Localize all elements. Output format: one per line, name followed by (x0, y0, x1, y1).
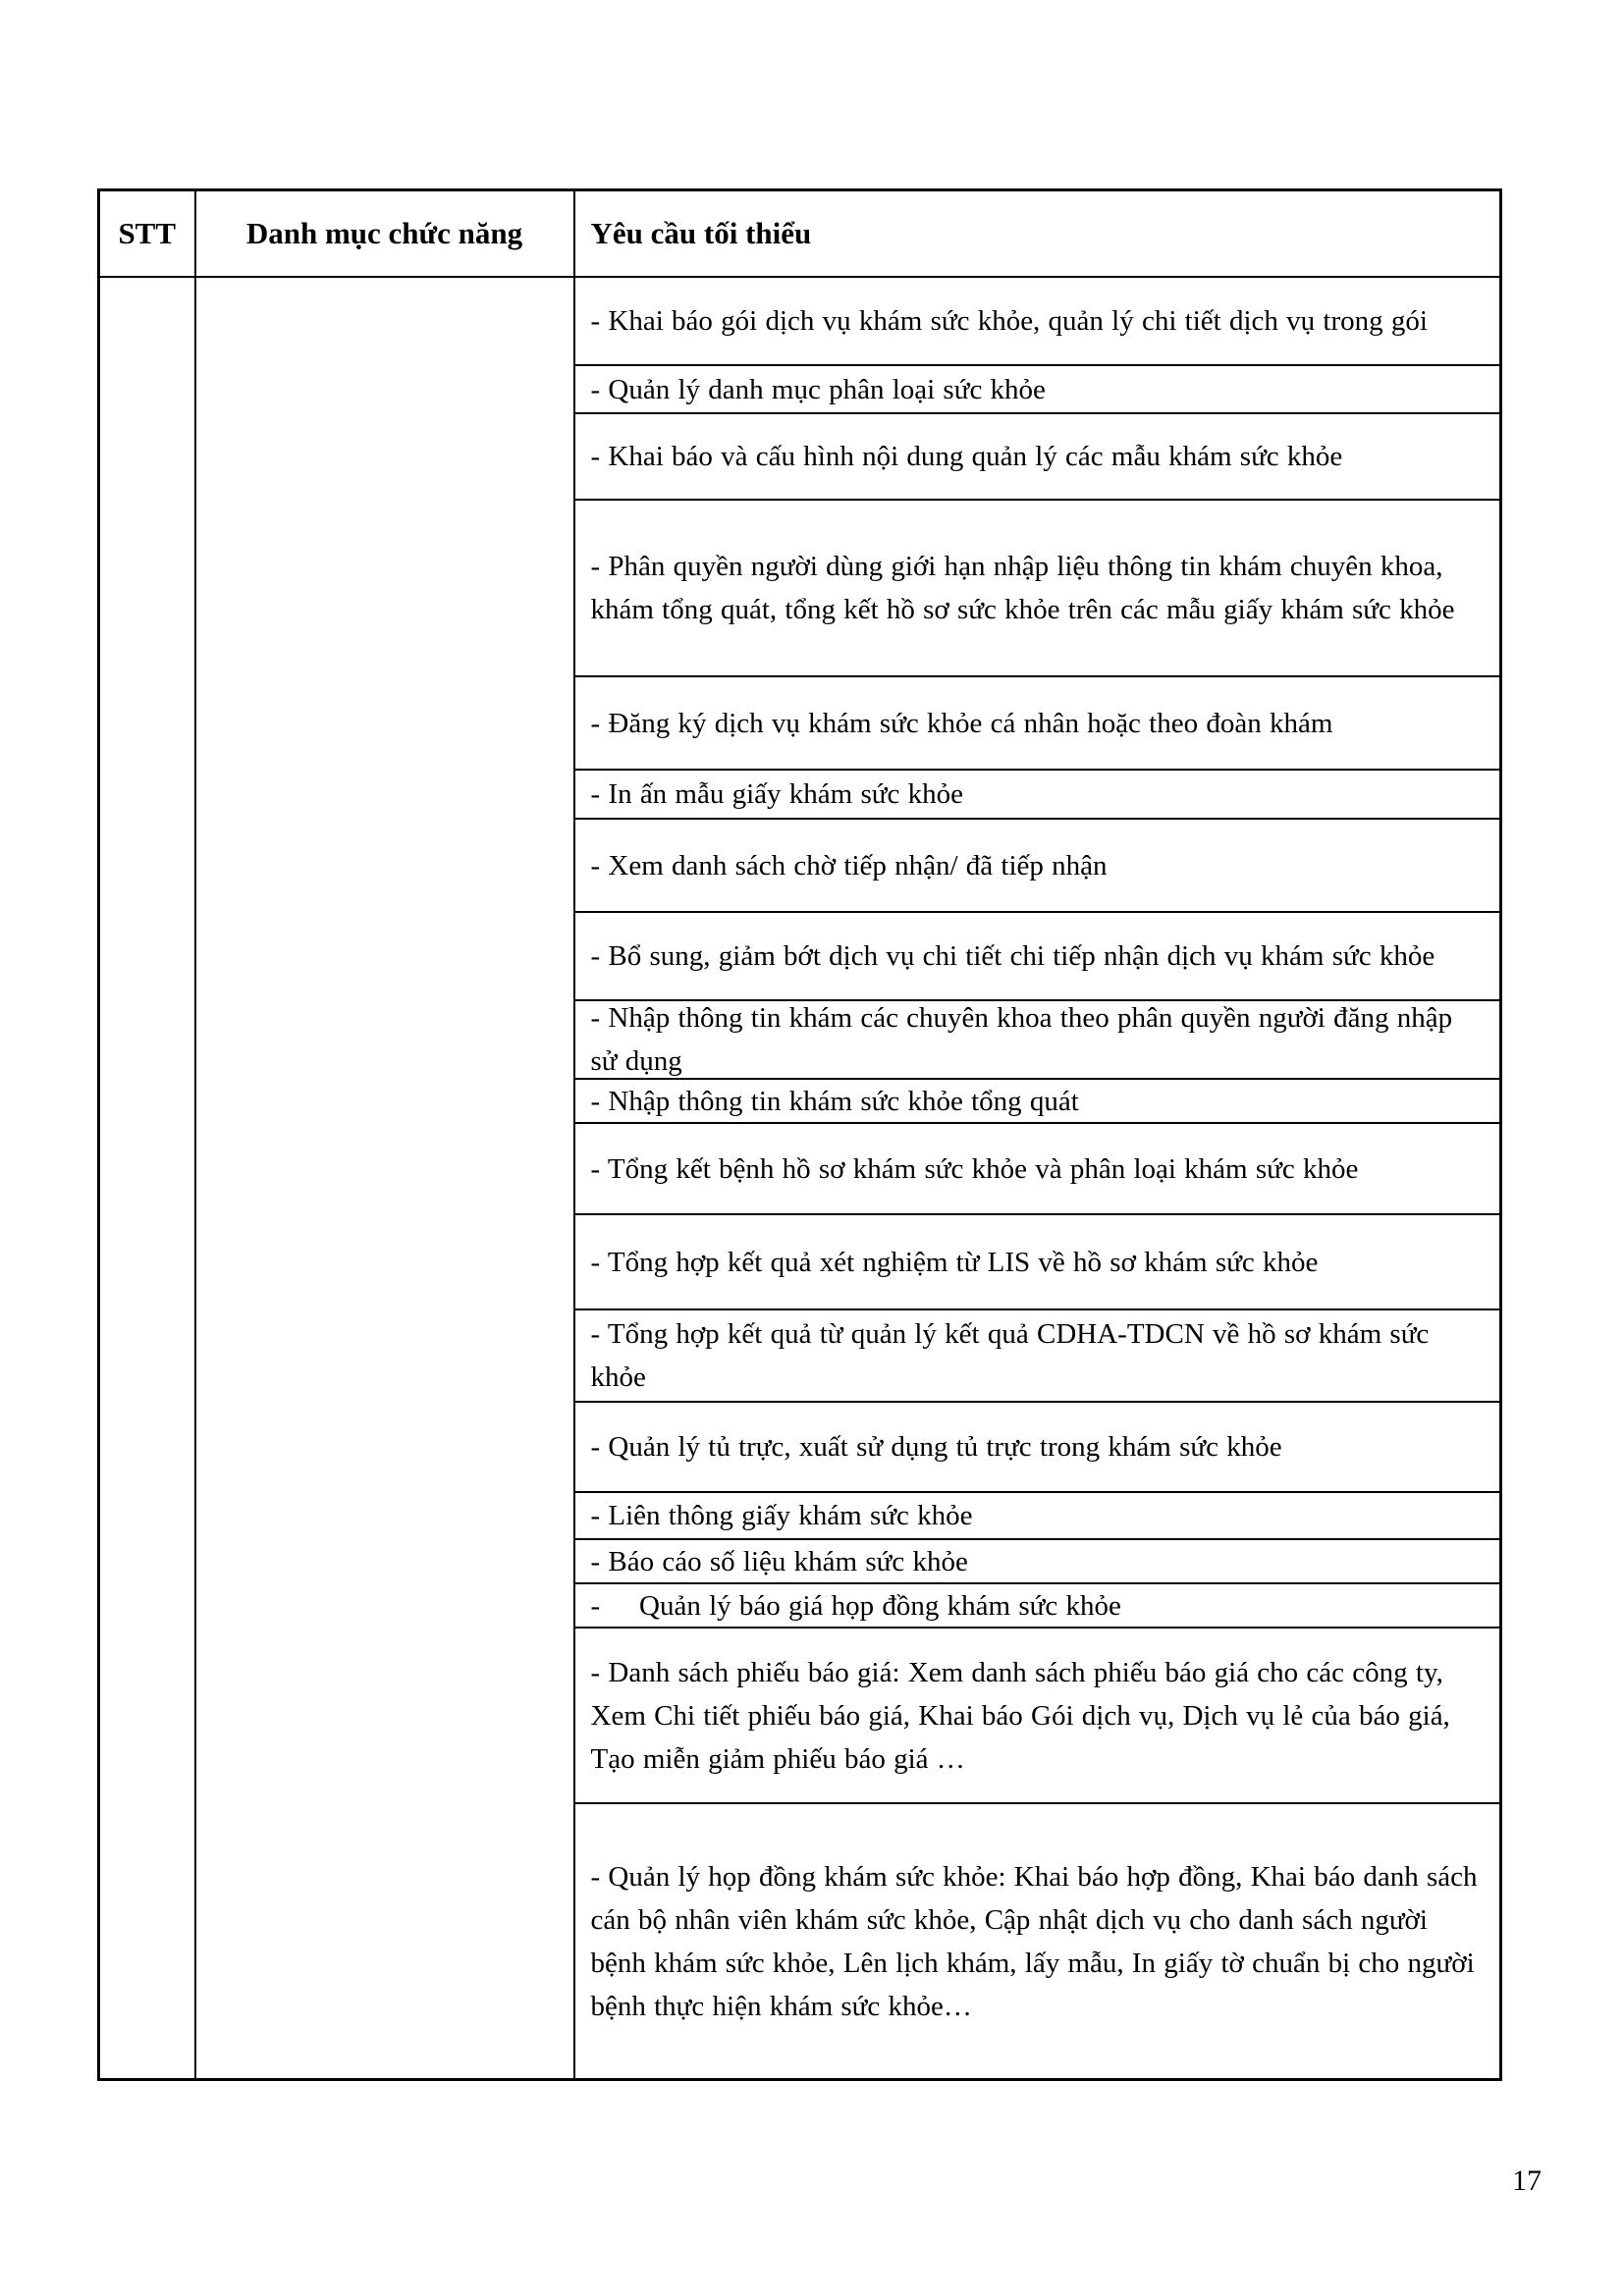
column-header-minimum-requirement: Yêu cầu tối thiểu (574, 190, 1501, 278)
requirement-row (575, 1804, 1500, 2078)
requirement-text: - Phân quyền người dùng giới hạn nhập liệu thông tin khám chuyên khoa, khám tổng quát, tổng kết hồ sơ sức khỏe trên các mẫu giấy khám sức khỏe (590, 551, 1455, 625)
requirement-row (575, 913, 1500, 1001)
requirement-row (575, 1540, 1500, 1584)
requirement-row (575, 1001, 1500, 1080)
requirement-text: - Tổng kết bệnh hồ sơ khám sức khỏe và phân loại khám sức khỏe (590, 1152, 1359, 1185)
requirement-text: - Bổ sung, giảm bớt dịch vụ chi tiết chi tiếp nhận dịch vụ khám sức khỏe (590, 940, 1435, 972)
table-header-row (99, 190, 1501, 278)
requirement-text: - Khai báo gói dịch vụ khám sức khỏe, quản lý chi tiết dịch vụ trong gói (590, 305, 1428, 337)
page-number: 17 (1512, 2164, 1542, 2197)
requirement-text: - Danh sách phiếu báo giá: Xem danh sách phiếu báo giá cho các công ty, Xem Chi tiết phiếu báo giá, Khai báo Gói dịch vụ, Dịch vụ lẻ của báo giá, Tạo miễn giảm phiếu báo giá … (590, 1656, 1460, 1775)
requirement-row (575, 1403, 1500, 1493)
requirement-row (575, 771, 1500, 820)
requirement-text: - Tổng hợp kết quả từ quản lý kết quả CDHA-TDCN về hồ sơ khám sức khỏe (590, 1318, 1437, 1393)
requirement-text: - Nhập thông tin khám sức khỏe tổng quát (590, 1085, 1079, 1117)
requirement-row (575, 278, 1500, 366)
requirement-row (575, 1080, 1500, 1124)
requirement-text: - Quản lý họp đồng khám sức khỏe: Khai báo hợp đồng, Khai báo danh sách cán bộ nhân viên khám sức khỏe, Cập nhật dịch vụ cho danh sách người bệnh khám sức khỏe, Lên lịch khám, lấy mẫu, In giấy tờ chuẩn bị cho người bệnh thực hiện khám sức khỏe… (590, 1860, 1486, 2022)
column-header-function-category: Danh mục chức năng (195, 190, 574, 278)
requirement-row (575, 1493, 1500, 1540)
function-category-cell (195, 277, 574, 2080)
requirement-row (575, 414, 1500, 501)
requirement-row (575, 1584, 1500, 1629)
requirement-row (575, 501, 1500, 677)
stt-cell (99, 277, 195, 2080)
requirement-text: - Báo cáo số liệu khám sức khỏe (590, 1545, 968, 1577)
requirement-text: - Quản lý báo giá họp đồng khám sức khỏe (590, 1589, 1121, 1622)
requirement-text: - Liên thông giấy khám sức khỏe (590, 1500, 973, 1531)
requirement-row (575, 677, 1500, 771)
requirement-row (575, 1124, 1500, 1215)
requirement-text: - Nhập thông tin khám các chuyên khoa theo phân quyền người đăng nhập sử dụng (590, 1002, 1461, 1077)
requirement-text: - Khai báo và cấu hình nội dung quản lý các mẫu khám sức khỏe (590, 441, 1343, 472)
requirement-rows-container (575, 278, 1500, 2078)
column-header-stt: STT (99, 190, 195, 278)
table-body-row (99, 277, 1501, 2080)
requirement-text: - Tổng hợp kết quả xét nghiệm từ LIS về hồ sơ khám sức khỏe (590, 1246, 1319, 1278)
requirement-row (575, 1629, 1500, 1804)
requirement-text: - In ấn mẫu giấy khám sức khỏe (590, 778, 963, 810)
requirement-text: - Đăng ký dịch vụ khám sức khỏe cá nhân hoặc theo đoàn khám (590, 707, 1333, 739)
requirement-row (575, 820, 1500, 913)
requirement-text: - Quản lý tủ trực, xuất sử dụng tủ trực trong khám sức khỏe (590, 1431, 1282, 1463)
requirement-row (575, 1310, 1500, 1403)
requirements-table (97, 188, 1502, 2081)
requirement-row (575, 1215, 1500, 1310)
requirement-row (575, 366, 1500, 414)
requirement-text: - Quản lý danh mục phân loại sức khỏe (590, 373, 1046, 405)
requirements-cell (574, 277, 1501, 2080)
requirement-text: - Xem danh sách chờ tiếp nhận/ đã tiếp nhận (590, 849, 1108, 881)
